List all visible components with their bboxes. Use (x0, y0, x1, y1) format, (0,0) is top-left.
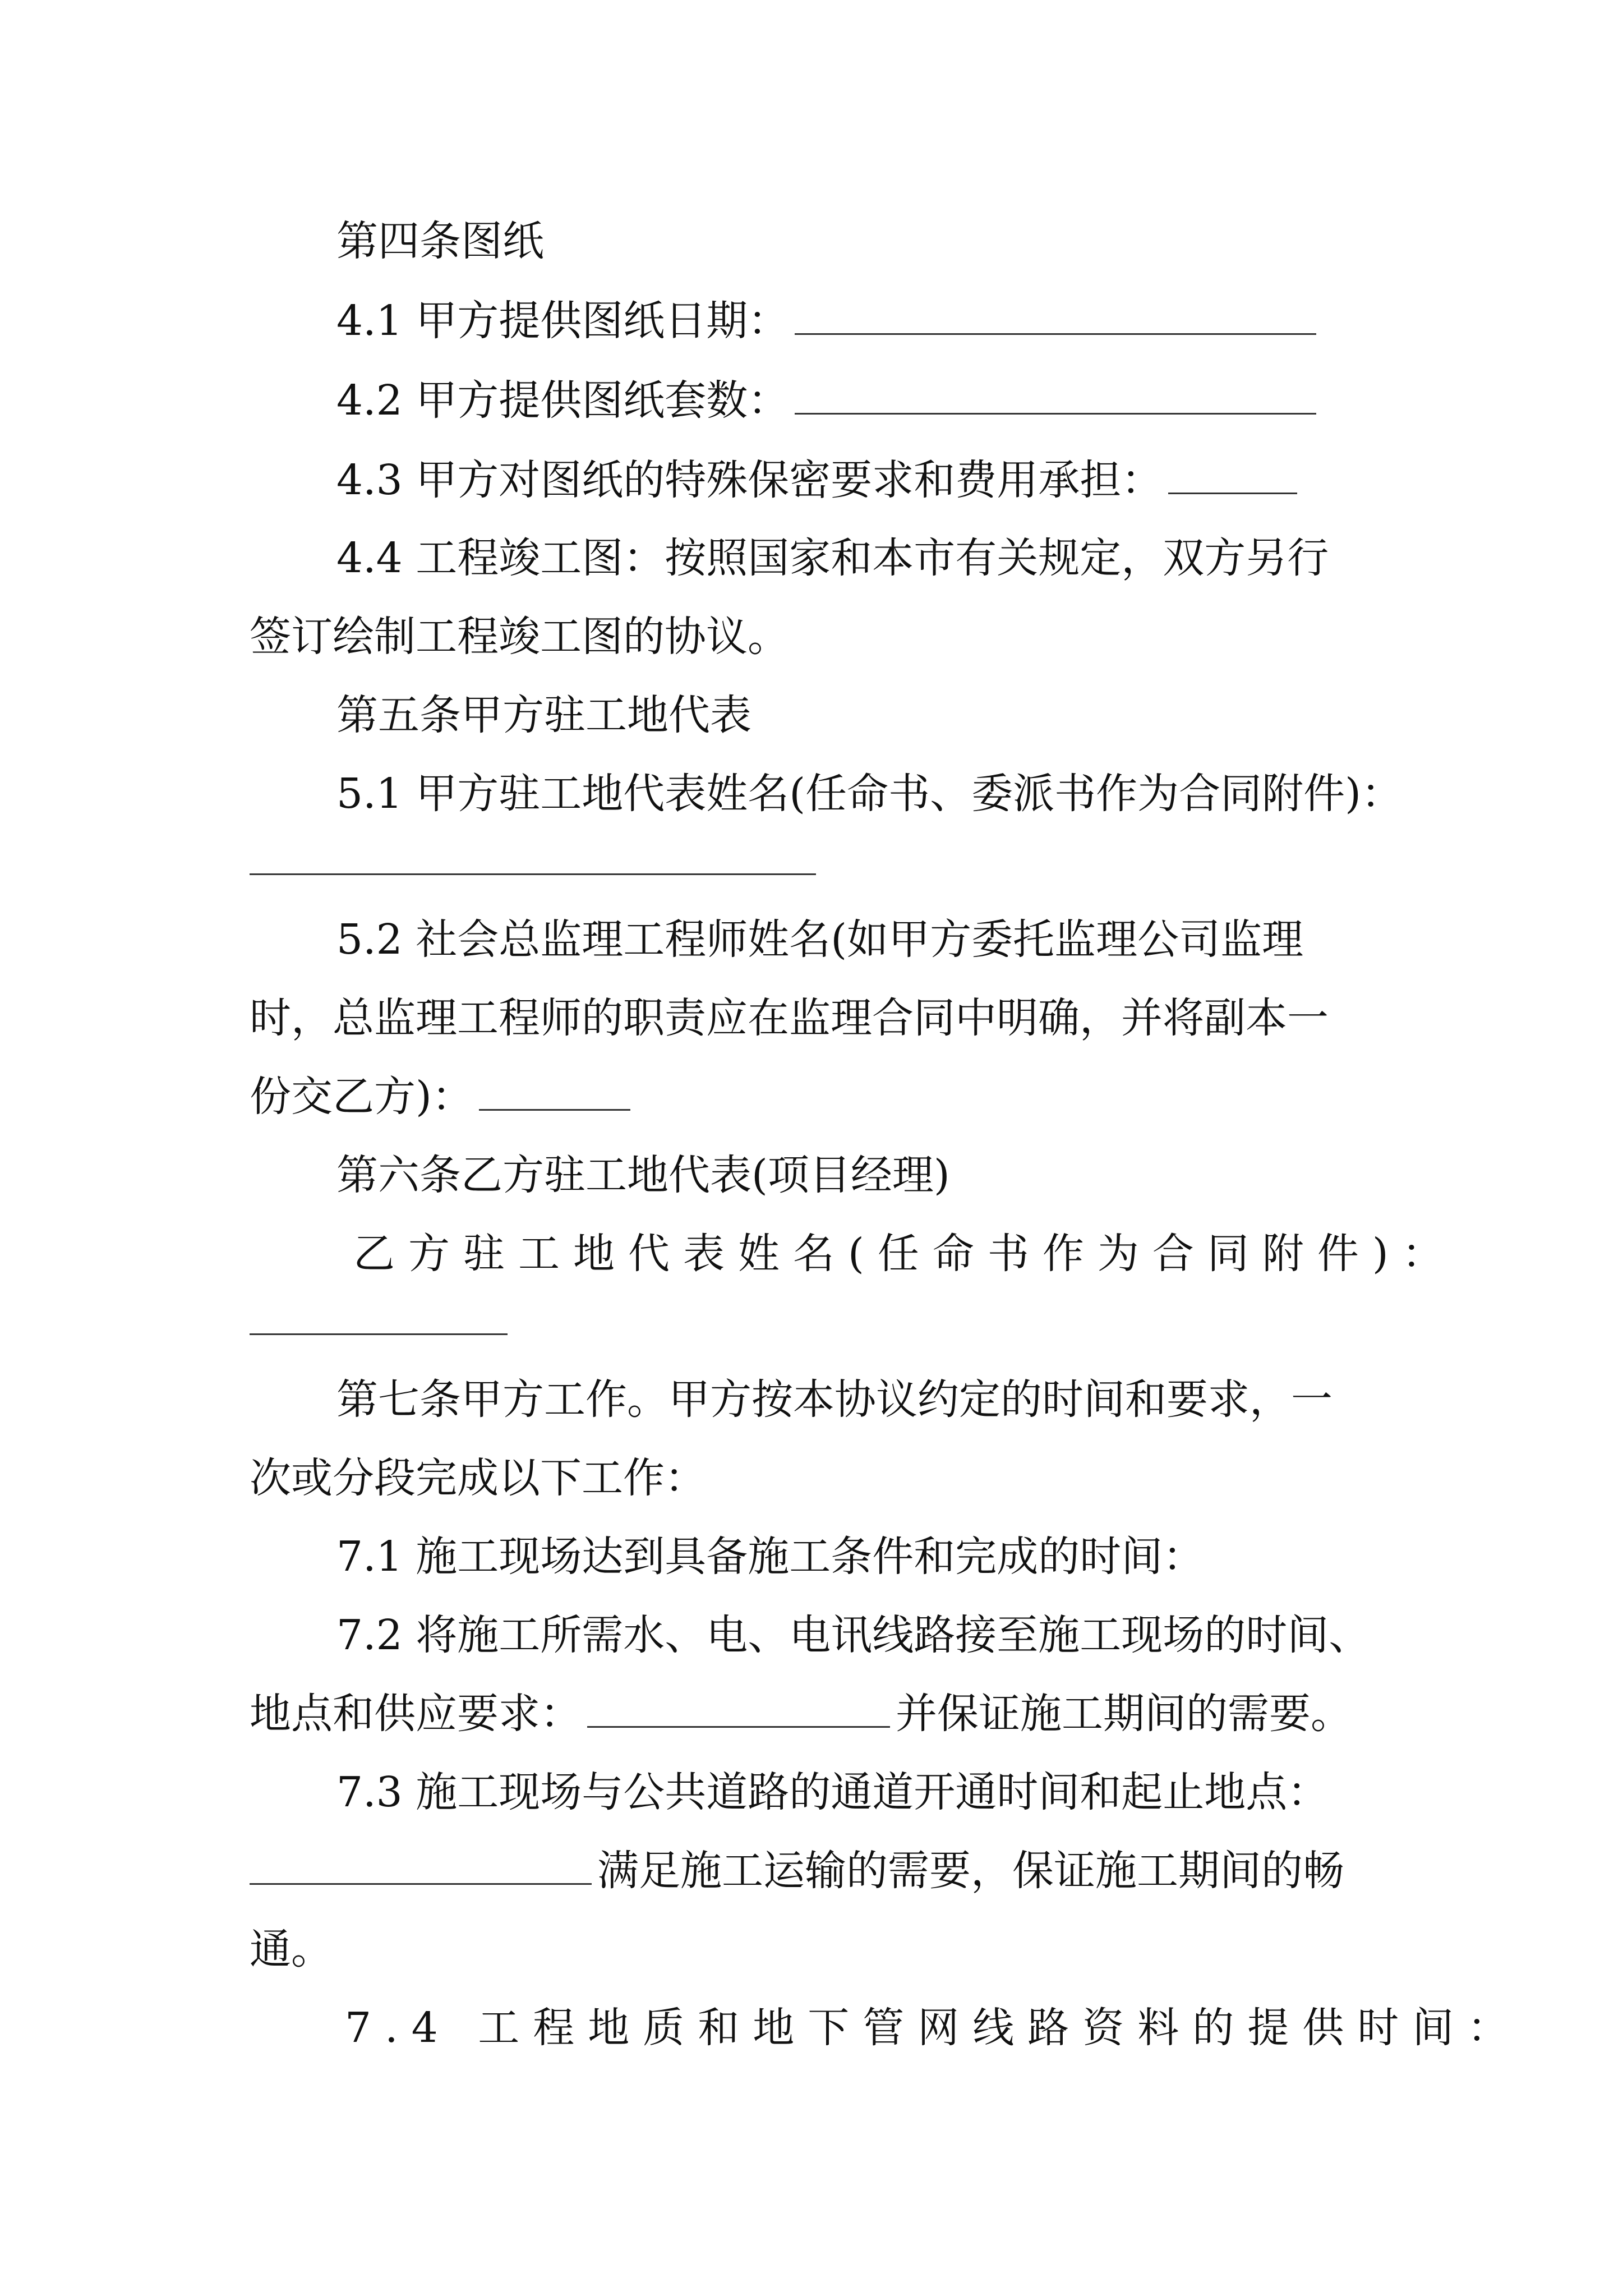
clause-7-2-line-2-end: 并保证施工期间的需要。 (896, 1690, 1352, 1738)
blank-line (250, 1846, 592, 1885)
article-7-heading-line-1: 第七条甲方工作。甲方按本协议约定的时间和要求，一 (336, 1375, 1332, 1424)
blank-line (587, 1689, 890, 1728)
clause-7-2-line-2 (250, 1686, 1352, 1742)
clause-7-3-line-2-text: 满足施工运输的需要，保证施工期间的畅 (597, 1847, 1344, 1895)
clause-7-1: 7.1 施工现场达到具备施工条件和完成的时间： (336, 1533, 1205, 1581)
clause-4-2-text: 4.2 甲方提供图纸套数： (336, 376, 790, 425)
clause-6-1: 乙方驻工地代表姓名(任命书作为合同附件)： (353, 1230, 1457, 1278)
clause-5-2-line-3-text: 份交乙方)： (250, 1073, 473, 1121)
clause-4-4-line-1: 4.4 工程竣工图：按照国家和本市有关规定，双方另行 (336, 534, 1329, 582)
article-5-heading: 第五条甲方驻工地代表 (336, 691, 751, 739)
clause-4-3 (336, 452, 1297, 508)
clause-7-2-line-1: 7.2 将施工所需水、电、电讯线路接至施工现场的时间、 (336, 1611, 1371, 1659)
clause-4-4-line-2: 签订绘制工程竣工图的协议。 (250, 613, 789, 661)
clause-7-4: 7.4 工程地质和地下管网线路资料的提供时间： (345, 2004, 1523, 2052)
clause-4-2 (336, 372, 1316, 429)
clause-7-3-line-2 (250, 1843, 1344, 1899)
article-7-heading-line-2: 次或分段完成以下工作： (250, 1454, 706, 1502)
clause-4-1 (336, 293, 1316, 349)
clause-5-2-line-1: 5.2 社会总监理工程师姓名(如甲方委托监理公司监理 (336, 915, 1304, 964)
article-4-heading: 第四条图纸 (336, 217, 544, 265)
clause-7-3-line-3: 通。 (250, 1925, 333, 1973)
clause-5-2-line-3 (250, 1069, 630, 1125)
clause-7-2-line-2-start: 地点和供应要求： (250, 1690, 582, 1738)
article-6-heading: 第六条乙方驻工地代表(项目经理) (336, 1151, 950, 1199)
clause-4-1-text: 4.1 甲方提供图纸日期： (336, 297, 790, 345)
clause-5-1: 5.1 甲方驻工地代表姓名(任命书、委派书作为合同附件)： (336, 770, 1403, 818)
blank-line (479, 1072, 630, 1111)
clause-4-3-text: 4.3 甲方对图纸的特殊保密要求和费用承担： (336, 456, 1163, 504)
clause-7-3-line-1: 7.3 施工现场与公共道路的通道开通时间和起止地点： (336, 1768, 1329, 1816)
clause-5-2-line-2: 时，总监理工程师的职责应在监理合同中明确，并将副本一 (250, 994, 1329, 1042)
blank-line (795, 376, 1316, 415)
blank-line (250, 873, 816, 875)
blank-line (1168, 455, 1297, 494)
blank-line (795, 296, 1316, 335)
blank-line (250, 1333, 508, 1335)
